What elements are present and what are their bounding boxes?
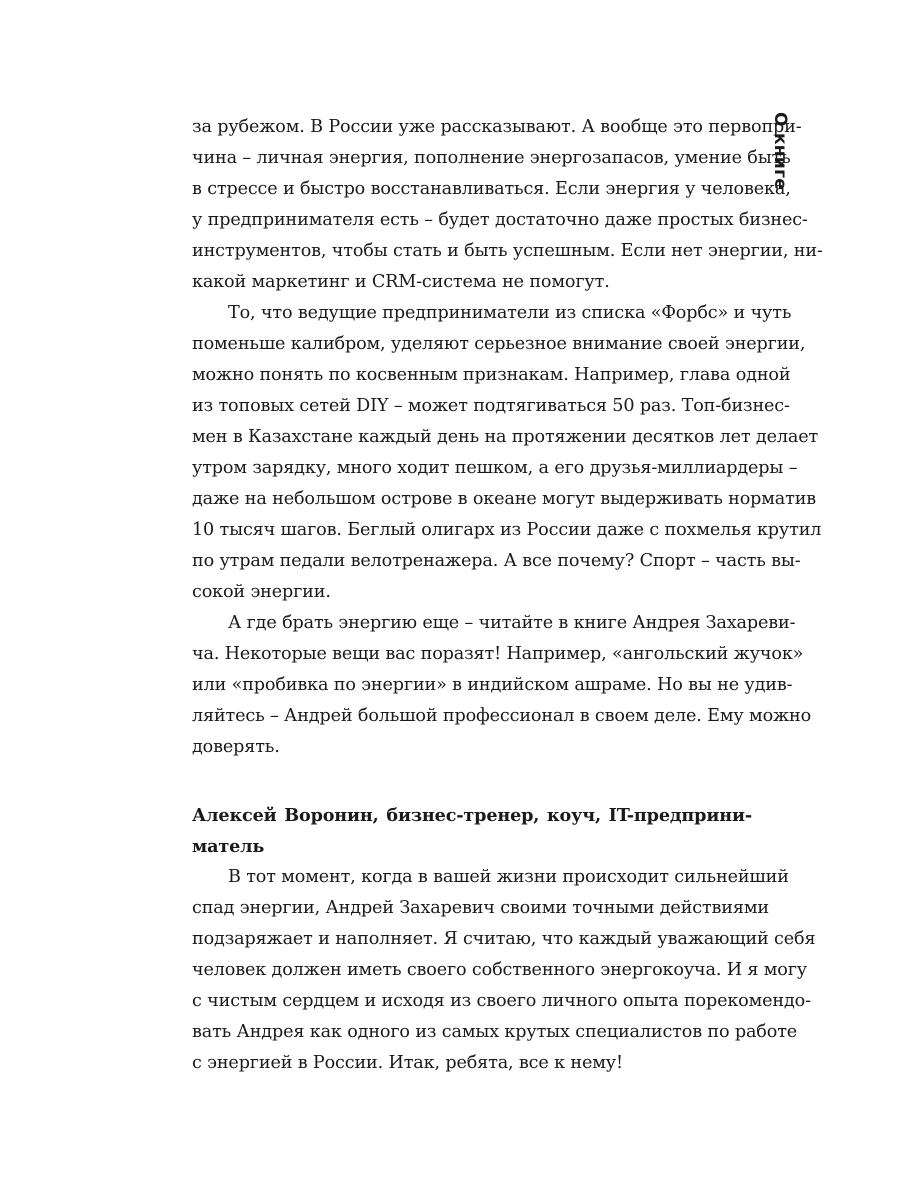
text-line: А где брать энергию еще – читайте в книге Андрея Захареви- <box>228 613 796 633</box>
text-line: по утрам педали велотренажера. А все почему? Спорт – часть вы- <box>192 551 801 571</box>
heading-line: Алексей Воронин, бизнес-тренер, коуч, IT-предприни- <box>192 805 752 826</box>
paragraph <box>192 298 822 608</box>
text-line: То, что ведущие предприниматели из списка «Форбс» и чуть <box>228 303 792 323</box>
text-line: 10 тысяч шагов. Беглый олигарх из России даже с похмелья крутил <box>192 520 822 540</box>
text-line: ча. Некоторые вещи вас поразят! Например, «ангольский жучок» <box>192 644 804 664</box>
text-line: В тот момент, когда в вашей жизни происходит сильнейший <box>228 867 789 887</box>
text-line: мен в Казахстане каждый день на протяжении десятков лет делает <box>192 427 819 447</box>
text-line: или «пробивка по энергии» в индийском ашраме. Но вы не удив- <box>192 675 793 695</box>
text-line: ляйтесь – Андрей большой профессионал в своем деле. Ему можно <box>192 706 812 726</box>
text-line: человек должен иметь своего собственного энергокоуча. И я могу <box>192 960 808 980</box>
text-line: чина – личная энергия, пополнение энергозапасов, умение быть <box>192 148 791 168</box>
text-line: доверять. <box>192 737 280 757</box>
text-line: подзаряжает и наполняет. Я считаю, что каждый уважающий себя <box>192 929 816 949</box>
text-line: в стрессе и быстро восстанавливаться. Если энергия у человека, <box>192 179 791 199</box>
text-line: инструментов, чтобы стать и быть успешным. Если нет энергии, ни- <box>192 241 823 261</box>
text-line: утром зарядку, много ходит пешком, а его друзья-миллиардеры – <box>192 458 798 478</box>
text-line: с энергией в России. Итак, ребята, все к нему! <box>192 1053 623 1073</box>
text-line: из топовых сетей DIY – может подтягиваться 50 раз. Топ-бизнес- <box>192 396 790 416</box>
text-line: сокой энергии. <box>192 582 331 602</box>
text-line: даже на небольшом острове в океане могут выдерживать норматив <box>192 489 817 509</box>
text-line: за рубежом. В России уже рассказывают. А вообще это первопри- <box>192 117 802 137</box>
text-line: поменьше калибром, уделяют серьезное внимание своей энергии, <box>192 334 806 354</box>
text-line: какой маркетинг и CRM-система не помогут. <box>192 272 610 292</box>
text-line: можно понять по косвенным признакам. Например, глава одной <box>192 365 791 385</box>
paragraph <box>192 608 812 763</box>
text-line: вать Андрея как одного из самых крутых специалистов по работе <box>192 1022 798 1042</box>
heading-line: матель <box>192 836 265 857</box>
text-line: спад энергии, Андрей Захаревич своими точными действиями <box>192 898 769 918</box>
text-line: с чистым сердцем и исходя из своего личного опыта порекомендо- <box>192 991 811 1011</box>
testimonial-paragraph <box>192 862 816 1079</box>
running-head-text: О книге <box>770 112 790 191</box>
text-line: у предпринимателя есть – будет достаточно даже простых бизнес- <box>192 210 808 230</box>
testimonial-author-heading <box>192 800 752 862</box>
section-gap <box>192 763 752 800</box>
